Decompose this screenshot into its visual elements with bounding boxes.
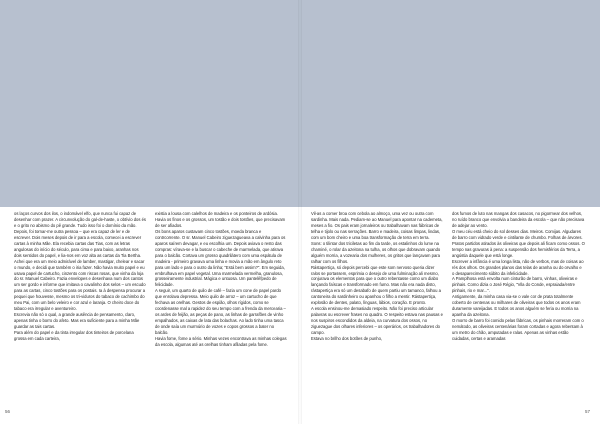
page-number-right: 57 [585,409,591,414]
paragraph: A escola ensinou-me demasiado respeito. Não foi preciso articular palavras ou escrever frases no quadro. O respeito estava nas pausas e nos suspiros escondidos da aldeia, na curvatura dos ossos, no ziguezague dos olhares inferiores – os operários, os trabalhadores do campo. [311,306,443,336]
paragraph: O morro de barro foi comido pelas fábricas, os pinhais morreram com o nemátodo, as oliveiras centenárias foram cortadas e agora rebentam à um metro do chão, amputadas e ralas. Apenas as vinhas estão cuidadas, certas e aramadas [452,318,584,342]
paragraph: os laços curvos dos ilos, o indomável elfo, que nunca fui capaz de desenhar com prazer. A circunvolução do gal-de-haste, o obtívio dos és e o grito no abismo do pê grande. Tudo isso foi o domínio da mão. Depois, foi tornar-me outra pessoa – que era capaz de ler e de escrever. Dois meses depois de ir para a escola, comecei a escrever cartas à minha Mãe. Ela recebia cartas das Tias, com as letras angulosas do início do século, para cima e para baixo, aranhas nos dois sentidos do papel, e lia-nos em voz alta as cartas da Tia Bertha. Achei que era um meio admirável de lamber, mastigar, chelear e sacar o mundo, e decidi que também o iria fazer. Não havia muito papel e eu usava papel de cartucho, cinzento com riscas rosas, que vinha da loja do sr. Manuel Cabeiro. Fazia envelopes e desenhava num dos cantos um ser gordo e informe que imitava o cavalinho dos selos – um escudo para as cartas, cinco tostões para os postais. Ia à despensa procurar a pequei que houvesse, mesmo os tri-viduros do tabaco de cachimbo do meu Pai, com um belo veleiro e cor azul e laranja. O cheiro doce do tabaco era irregular e aventureiro. [14,211,146,312]
paragraph: Rástapertiça, só depois percebi que este som nervoso queria dizer ralos se portassem, esprimia o desejo de uma fulminação ali mesmo, conjurava os elementos para que o outro rebentasse como um diabo lançando faíscas e transformado em fumo. Mas não era nada disto, rástapertiça era só um desabafo de quem partiu um tamanco, falhou a cantoneira do sardinheiro ou apanhou o filho a mentir. Rástapertiça, explosão de dentes, palato, línguas, lábios, coração. E pronto. [311,264,441,306]
text-column-1 [14,211,147,342]
paragraph: Estava no brilho dos botões de punho, [311,336,383,342]
text-column-3 [311,211,444,342]
paragraph: existia a lousa com calelhos de madeira e os ponteiros de ardósia. Havia os finos e os grossos, um tostão e dois tostões, que precisavam de ser afiados. [155,211,286,228]
text-column-4 [452,211,585,342]
paragraph: dos fumos de luto nas mangas dos casacos, no pigormear dos velhos, no ruído branco que envolvia a bandeira da escola – que não precisava de adejar ao vento. [452,211,585,228]
paragraph: Antigamente, da minha casa via-se o vale cor de prata totalmente coberto de centenas ou milhares de oliveiras que todos os anos eram duramente vareijadas. E todos os anos alguém se feria ou morria na apanha da azeitona. [452,294,581,318]
paragraph: A seguir, um quarto de quilo de café – fazia um cone de papel pardo que enrolava depressa. Meio quilo de arroz – um cartucho de que fechava as orelhas. Gestos de espião, olhos rígidos, como se coordenasse mal a rapidez do seu tempo com a frenda da mercearia – os ardes de feijão, as peças de pano, as linhas de garrafões de vinho empalhados, as caixas de lata das bolachas. Ao lado tinha uma tasca de onde saía um murmúrio de vozes e copos grossos a bater no balcão. [155,288,286,336]
paragraph: Para além do papel e da tinta irregular dos tinteiros de porcelana grossa em cada carteira, [14,330,134,342]
page-gutter [298,0,302,424]
paragraph: Escrevia não só o qual, a grande ausência de pensamento, claro, apenas tinha o borro do afeto. Mas era suficiente para a minha Mãe guardar as tais cartas. [14,312,140,330]
paragraph: O meu céu está cheio do sol desses dias. Meiros. Comijas. Algudares de barro com vidrado verde e cintilante de chumbo. Folhas de árvores. Pratos partidos atirados às oliveiras que depois ali ficam como ossos. O tempo nas gravuras à pena: a suspensão dos hemisférios da Terra, a angústia daquele que está longe. [452,228,585,258]
paragraph: Sons: o tilintar dos triciletas ao fim da tarde, os estalinhos do lume na chaminé, o rolar da azeitona na tulha, os olhos que dobravam quando alguém morria, a vozearia dos mulheres, os gritos que lançavam para ralhar com os filhos. [311,240,441,264]
paragraph: Havia fome, fome a sério. Minhas vezes encontrava as minhas colegas da escola, algumas até as orelhas tinham afiladas pela fome. [155,336,287,347]
paragraph: A Pamplhosa está envolta num cinturão de barro, vinhas, oliveiras e pinhais. Como dizia o José Régio, "Vila do Conde, espraiada/entre pinhais, rio e mar...". [452,276,578,294]
paragraph: Vil-as a comer broa com cebola ao almoço, uma vez ou outra com sardinha. Mais nada. Pediam-se ao Manuel para apontar na cademeta, meses a fio. Os pais eram jornaleiros ou trabalhavam nas fábricas de telha e tijolo ou nas serrações. Barro e madeira, coisas limpas, lindas, com um bom cheiro e uma boa transformação de terra em terra. [311,211,443,240]
paragraph: Os bons aparos custavam cinco tostões, moeda branca e contrcorrente. O sr. Manuel Cabeiro ziguezagueava a calvinha para os aparos saírem devagar, e eu escolhia um. Depois aviava o resto das compras: vírava-se e la buscar o cabeche de marmelada, que atirava para o balcão. Cortava um grosso quadrilátero com uma espátula de madeira - primeiro gravava uma linha e movia a mão em ângulo reto para um lado e para o outro da linha; "Está bem assim?". Em seguida, embrulhava em papel vegetal. Uma marmelada vermelha, granulosa, grosseiramente industrial. Mágica e untuosa. Um pantelêfpedo de felicidade. [155,228,286,288]
paragraph: Escrever a infância é uma longa lista, não de verbos, mas de coisas ao rés dos olhos. Os grandes planos das telas de aranha ou do orvalho e o desaparecimento súbito da infelicidade. [452,258,584,276]
page-number-left: 56 [5,409,11,414]
text-column-2 [155,211,288,348]
